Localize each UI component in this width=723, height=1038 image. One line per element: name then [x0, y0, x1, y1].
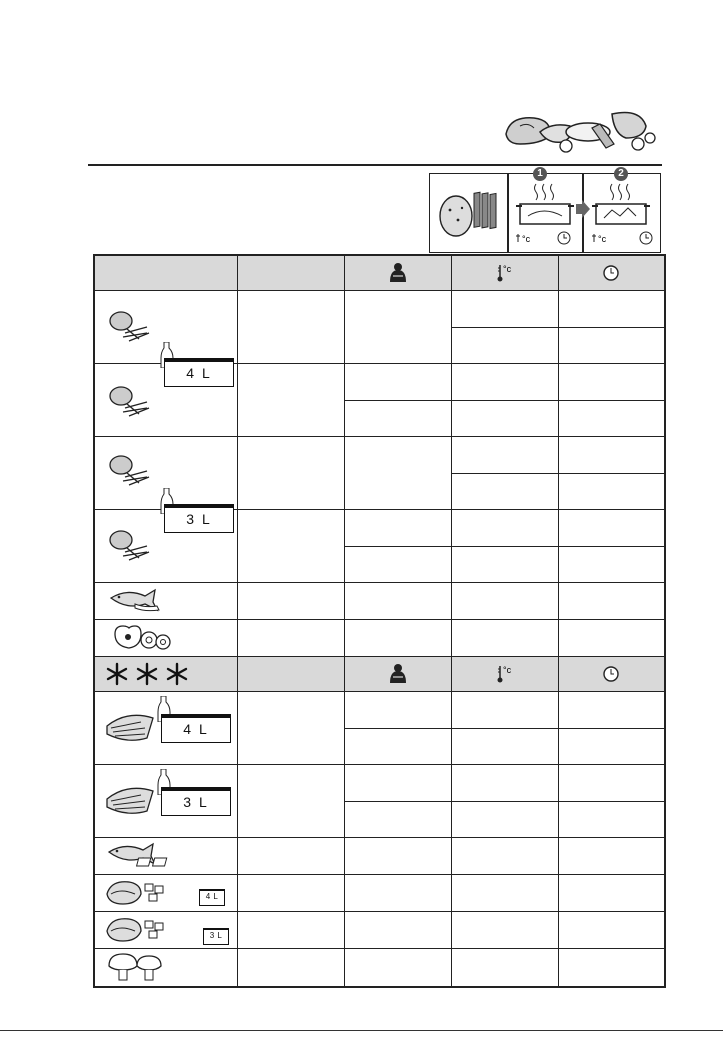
temperature-cell — [451, 291, 558, 328]
quantity-cell — [237, 364, 344, 437]
capacity-label: 3 L — [161, 787, 231, 816]
potato-fries-icon — [436, 186, 502, 242]
timer-icon — [602, 665, 620, 683]
potato-fries-icon — [107, 309, 157, 345]
capacity-label: 3 L — [164, 504, 234, 533]
temperature-cell — [451, 620, 558, 657]
quantity-cell — [237, 765, 344, 838]
time-cell — [558, 620, 665, 657]
fish-icon — [105, 842, 171, 870]
table-row — [94, 875, 665, 912]
quantity-cell — [237, 692, 344, 765]
table-row — [94, 437, 665, 474]
basket-icon — [388, 663, 408, 685]
basket-oil-icon — [514, 180, 576, 248]
temperature-cell — [451, 437, 558, 474]
svg-text:°c: °c — [502, 665, 511, 675]
time-cell — [558, 692, 665, 729]
header-time — [558, 255, 665, 291]
table-row — [94, 949, 665, 987]
capacity-label: 3 L — [203, 928, 229, 945]
time-cell — [558, 364, 665, 401]
time-cell — [558, 729, 665, 765]
table-row — [94, 838, 665, 875]
basket-cell — [344, 765, 451, 802]
potato-fries-icon — [107, 528, 157, 564]
temperature-cell — [451, 765, 558, 802]
basket-cell — [344, 291, 451, 364]
chicken-4l-cell — [94, 875, 237, 912]
table-row — [94, 912, 665, 949]
capacity-label: 4 L — [199, 889, 225, 906]
frozen-fish-icon-cell — [94, 838, 237, 875]
quantity-cell — [237, 875, 344, 912]
table-row — [94, 692, 665, 729]
quantity-cell — [237, 912, 344, 949]
basket-cell — [344, 838, 451, 875]
thermometer-icon — [495, 664, 515, 684]
basket-icon — [388, 262, 408, 284]
temperature-cell — [451, 364, 558, 401]
temperature-cell — [451, 729, 558, 765]
time-cell — [558, 912, 665, 949]
time-cell — [558, 437, 665, 474]
temperature-cell — [451, 474, 558, 510]
frozen-fries-bag-icon — [103, 779, 163, 819]
frozen-header-row — [94, 657, 665, 692]
basket-cell — [344, 437, 451, 510]
basket-cell — [344, 510, 451, 547]
time-cell — [558, 583, 665, 620]
temperature-cell — [451, 838, 558, 875]
time-cell — [558, 765, 665, 802]
basket-cell — [344, 547, 451, 583]
mushroom-icon-cell — [94, 949, 237, 987]
table-header-row — [94, 255, 665, 291]
capacity-label: 4 L — [164, 358, 234, 387]
temperature-cell — [451, 949, 558, 987]
temperature-cell — [451, 401, 558, 437]
time-cell — [558, 949, 665, 987]
quantity-cell — [237, 620, 344, 657]
temperature-cell — [451, 875, 558, 912]
temperature-cell — [451, 328, 558, 364]
quantity-cell — [237, 838, 344, 875]
table-row — [94, 620, 665, 657]
basket-cell — [344, 802, 451, 838]
step-2-badge: 2 — [614, 167, 628, 181]
temperature-cell — [451, 547, 558, 583]
table-row — [94, 765, 665, 802]
header-rule — [88, 164, 662, 166]
svg-text:°c: °c — [522, 234, 531, 244]
time-cell — [558, 802, 665, 838]
thermometer-icon — [495, 263, 515, 283]
basket-cell — [344, 875, 451, 912]
quantity-cell — [237, 291, 344, 364]
fish-icon-cell — [94, 583, 237, 620]
time-cell — [558, 474, 665, 510]
header-quantity — [237, 255, 344, 291]
step-1-badge: 1 — [533, 167, 547, 181]
potato-fries-icon — [107, 384, 157, 420]
temperature-cell — [451, 583, 558, 620]
time-cell — [558, 838, 665, 875]
frozen-fries-bag-icon — [103, 706, 163, 746]
fish-icon — [107, 588, 167, 614]
frozen-fries-3l-cell — [94, 765, 237, 838]
table-row — [94, 583, 665, 620]
header-time — [558, 657, 665, 692]
frozen-fries-4l-cell — [94, 692, 237, 765]
capacity-label: 4 L — [161, 714, 231, 743]
arrow-right-icon — [576, 200, 590, 218]
time-cell — [558, 510, 665, 547]
quantity-cell — [237, 583, 344, 620]
basket-cell — [344, 912, 451, 949]
basket-cell — [344, 583, 451, 620]
potato-fries-icon — [107, 453, 157, 489]
basket-oil-icon — [590, 180, 656, 248]
chicken-icon — [103, 915, 179, 945]
temperature-cell — [451, 510, 558, 547]
basket-cell — [344, 692, 451, 729]
time-cell — [558, 328, 665, 364]
apple-rings-icon — [109, 624, 173, 652]
quantity-cell — [237, 949, 344, 987]
timer-icon — [602, 264, 620, 282]
time-cell — [558, 547, 665, 583]
basket-cell — [344, 729, 451, 765]
header-quantity — [237, 657, 344, 692]
quantity-cell — [237, 437, 344, 510]
header-temperature — [451, 657, 558, 692]
basket-cell — [344, 401, 451, 437]
svg-text:°c: °c — [598, 234, 607, 244]
header-food — [94, 255, 237, 291]
food-collage-icon — [500, 104, 660, 158]
chicken-3l-cell — [94, 912, 237, 949]
header-temperature — [451, 255, 558, 291]
time-cell — [558, 291, 665, 328]
snowflake-icon — [105, 662, 195, 686]
table-row — [94, 291, 665, 328]
time-cell — [558, 875, 665, 912]
header-basket — [344, 255, 451, 291]
temperature-cell — [451, 692, 558, 729]
quantity-cell — [237, 510, 344, 583]
frozen-header-icons — [94, 657, 237, 692]
footer-rule — [0, 1030, 723, 1031]
svg-text:°c: °c — [502, 264, 511, 274]
time-cell — [558, 401, 665, 437]
basket-cell — [344, 949, 451, 987]
mushroom-icon — [107, 952, 167, 982]
chicken-icon — [103, 878, 179, 908]
basket-cell — [344, 364, 451, 401]
temperature-cell — [451, 802, 558, 838]
apple-rings-icon-cell — [94, 620, 237, 657]
header-basket — [344, 657, 451, 692]
basket-cell — [344, 620, 451, 657]
two-step-diagram — [429, 168, 661, 253]
temperature-cell — [451, 912, 558, 949]
